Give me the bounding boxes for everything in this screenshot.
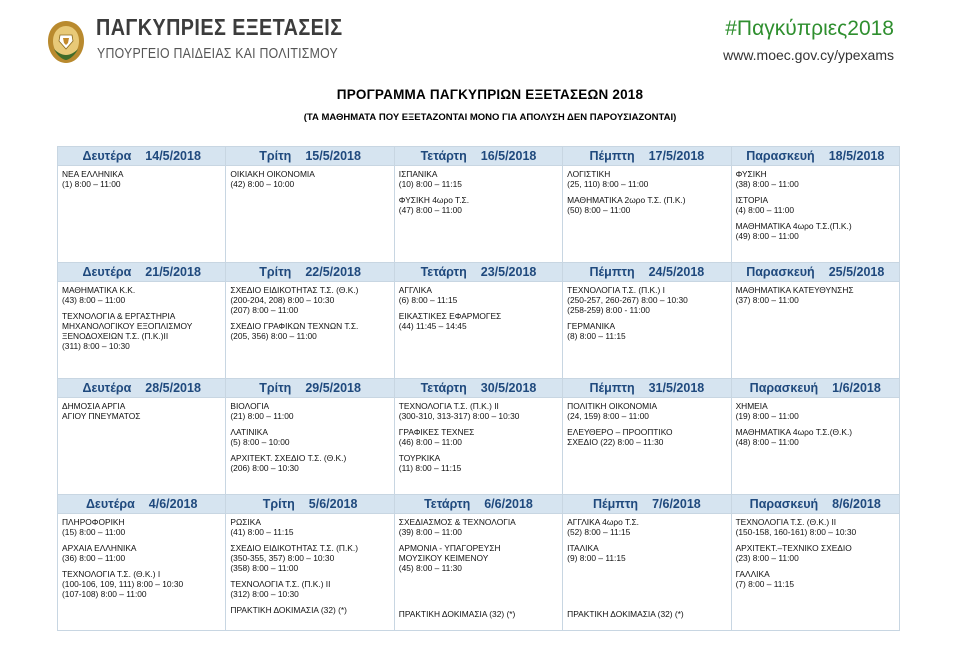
day-date: 30/5/2018 bbox=[480, 381, 537, 395]
exam-entry: ΜΑΘΗΜΑΤΙΚΑ Κ.Κ. (43) 8:00 – 11:00 bbox=[62, 285, 136, 305]
day-date: 6/6/2018 bbox=[484, 497, 533, 511]
organization-name: ΠΑΓΚΥΠΡΙΕΣ ΕΞΕΤΑΣΕΙΣ bbox=[96, 14, 343, 40]
day-header-cell bbox=[58, 147, 226, 166]
day-header-cell bbox=[563, 263, 731, 282]
day-name: Τρίτη bbox=[259, 381, 292, 395]
day-exams-cell bbox=[394, 398, 562, 495]
day-header-cell bbox=[731, 495, 899, 514]
day-date: 25/5/2018 bbox=[828, 265, 885, 279]
day-name: Τετάρτη bbox=[424, 497, 471, 511]
exam-entry: ΜΑΘΗΜΑΤΙΚΑ ΚΑΤΕΥΘΥΝΣΗΣ (37) 8:00 – 11:00 bbox=[735, 285, 854, 305]
week-header-row bbox=[58, 495, 900, 514]
day-exams-cell bbox=[394, 282, 562, 379]
exam-entry: ΤΟΥΡΚΙΚΑ (11) 8:00 – 11:15 bbox=[398, 453, 462, 473]
day-exams-cell bbox=[226, 514, 394, 631]
day-header-cell bbox=[394, 495, 562, 514]
cyprus-coat-of-arms-logo bbox=[46, 19, 86, 65]
day-name: Παρασκευή bbox=[746, 149, 815, 163]
day-date: 4/6/2018 bbox=[148, 497, 198, 511]
day-date: 15/5/2018 bbox=[305, 149, 361, 163]
day-name: Πέμπτη bbox=[589, 265, 635, 279]
day-name: Πέμπτη bbox=[592, 497, 639, 511]
exam-entry: ΑΓΓΛΙΚΑ (6) 8:00 – 11:15 bbox=[398, 285, 458, 305]
day-exams-cell bbox=[731, 514, 899, 631]
week-header-row bbox=[58, 263, 900, 282]
day-header-cell bbox=[394, 147, 562, 166]
day-date: 1/6/2018 bbox=[832, 381, 881, 395]
exam-schedule-table bbox=[57, 146, 900, 631]
exam-entry: ΣΧΕΔΙΟ ΓΡΑΦΙΚΩΝ ΤΕΧΝΩΝ Τ.Σ. (205, 356) 8:00 – 11:00 bbox=[230, 321, 359, 341]
page-subtitle: (ΤΑ ΜΑΘΗΜΑΤΑ ΠΟΥ ΕΞΕΤΑΖΟΝΤΑΙ ΜΟΝΟ ΓΙΑ ΑΠΟΛΥΣΗ ΔΕΝ ΠΑΡΟΥΣΙΑΖΟΝΤΑΙ) bbox=[303, 112, 677, 123]
exam-entry: ΠΛΗΡΟΦΟΡΙΚΗ (15) 8:00 – 11:00 bbox=[62, 517, 126, 537]
exam-entry: ΓΑΛΛΙΚΑ (7) 8:00 – 11:15 bbox=[735, 569, 795, 589]
day-exams-cell bbox=[58, 282, 226, 379]
day-date: 14/5/2018 bbox=[145, 149, 201, 163]
exam-entry: ΡΩΣΙΚΑ (41) 8:00 – 11:15 bbox=[230, 517, 294, 537]
day-name: Δευτέρα bbox=[82, 381, 132, 395]
exam-entry: ΤΕΧΝΟΛΟΓΙΑ Τ.Σ. (Π.Κ.) ΙΙ (300-310, 313-317) 8:00 – 10:30 bbox=[398, 401, 520, 421]
exam-entry: ΟΙΚΙΑΚΗ ΟΙΚΟΝΟΜΙΑ (42) 8:00 – 10:00 bbox=[230, 169, 315, 189]
page-title: ΠΡΟΓΡΑΜΜΑ ΠΑΓΚΥΠΡΙΩΝ ΕΞΕΤΑΣΕΩΝ 2018 bbox=[336, 87, 644, 102]
day-name: Παρασκευή bbox=[749, 381, 819, 395]
day-exams-cell bbox=[731, 398, 899, 495]
exam-entry: ΠΡΑΚΤΙΚΗ ΔΟΚΙΜΑΣΙΑ (32) (*) bbox=[567, 609, 684, 619]
exam-entry: ΕΛΕΥΘΕΡΟ – ΠΡΟΟΠΤΙΚΟ ΣΧΕΔΙΟ (22) 8:00 – 11:30 bbox=[567, 427, 673, 447]
day-header-cell bbox=[58, 379, 226, 398]
exam-entry: ΦΥΣΙΚΗ (38) 8:00 – 11:00 bbox=[735, 169, 799, 189]
exam-entry: ΣΧΕΔΙΟ ΕΙΔΙΚΟΤΗΤΑΣ Τ.Σ. (Θ.Κ.) (200-204, 208) 8:00 – 10:30 (207) 8:00 – 11:00 bbox=[230, 285, 359, 315]
day-exams-cell bbox=[731, 166, 899, 263]
exam-entry: ΑΓΓΛΙΚΑ 4ωρο Τ.Σ. (52) 8:00 – 11:15 bbox=[567, 517, 639, 537]
day-date: 22/5/2018 bbox=[305, 265, 361, 279]
day-header-cell bbox=[226, 495, 394, 514]
hashtag: #Παγκύπριες2018 bbox=[725, 17, 894, 40]
ministry-name: ΥΠΟΥΡΓΕΙΟ ΠΑΙΔΕΙΑΣ ΚΑΙ ΠΟΛΙΤΙΣΜΟΥ bbox=[97, 45, 338, 62]
day-exams-cell bbox=[563, 282, 731, 379]
day-name: Τετάρτη bbox=[420, 149, 467, 163]
exam-entry: ΠΡΑΚΤΙΚΗ ΔΟΚΙΜΑΣΙΑ (32) (*) bbox=[230, 605, 347, 615]
day-header-cell bbox=[563, 495, 731, 514]
day-header-cell bbox=[226, 379, 394, 398]
day-date: 16/5/2018 bbox=[480, 149, 537, 163]
week-body-row bbox=[58, 282, 900, 379]
day-date: 24/5/2018 bbox=[648, 265, 705, 279]
exam-entry: ΧΗΜΕΙΑ (19) 8:00 – 11:00 bbox=[735, 401, 799, 421]
day-exams-cell bbox=[58, 398, 226, 495]
day-name: Δευτέρα bbox=[85, 497, 135, 511]
day-date: 29/5/2018 bbox=[305, 381, 361, 395]
exam-entry: ΜΑΘΗΜΑΤΙΚΑ 4ωρο Τ.Σ.(Π.Κ.) (49) 8:00 – 11:00 bbox=[735, 221, 852, 241]
exam-entry: ΜΑΘΗΜΑΤΙΚΑ 2ωρο Τ.Σ. (Π.Κ.) (50) 8:00 – 11:00 bbox=[567, 195, 686, 215]
day-exams-cell bbox=[226, 166, 394, 263]
day-date: 7/6/2018 bbox=[652, 497, 701, 511]
day-exams-cell bbox=[58, 166, 226, 263]
day-exams-cell bbox=[563, 166, 731, 263]
day-name: Τρίτη bbox=[259, 149, 292, 163]
week-body-row bbox=[58, 514, 900, 631]
exam-entry: ΙΤΑΛΙΚΑ (9) 8:00 – 11:15 bbox=[567, 543, 626, 563]
day-date: 5/6/2018 bbox=[308, 497, 358, 511]
day-name: Δευτέρα bbox=[82, 265, 132, 279]
day-header-cell bbox=[58, 495, 226, 514]
page-header bbox=[0, 0, 980, 80]
day-header-cell bbox=[731, 147, 899, 166]
day-name: Πέμπτη bbox=[589, 381, 635, 395]
exam-entry: ΔΗΜΟΣΙΑ ΑΡΓΙΑ ΑΓΙΟΥ ΠΝΕΥΜΑΤΟΣ bbox=[62, 401, 141, 421]
day-header-cell bbox=[563, 379, 731, 398]
day-date: 18/5/2018 bbox=[828, 149, 885, 163]
day-header-cell bbox=[563, 147, 731, 166]
exam-entry: ΠΟΛΙΤΙΚΗ ΟΙΚΟΝΟΜΙΑ (24, 159) 8:00 – 11:00 bbox=[567, 401, 658, 421]
exam-entry: ΤΕΧΝΟΛΟΓΙΑ Τ.Σ. (Θ.Κ.) Ι (100-106, 109, 111) 8:00 – 10:30 (107-108) 8:00 – 11:00 bbox=[62, 569, 184, 599]
day-date: 8/6/2018 bbox=[832, 497, 881, 511]
day-exams-cell bbox=[394, 166, 562, 263]
day-exams-cell bbox=[58, 514, 226, 631]
exam-entry: ΑΡΧΙΤΕΚΤ. ΣΧΕΔΙΟ Τ.Σ. (Θ.Κ.) (206) 8:00 – 10:30 bbox=[230, 453, 347, 473]
day-date: 31/5/2018 bbox=[648, 381, 705, 395]
exam-entry: ΝΕΑ ΕΛΛΗΝΙΚΑ (1) 8:00 – 11:00 bbox=[62, 169, 124, 189]
day-name: Τρίτη bbox=[259, 265, 292, 279]
day-date: 28/5/2018 bbox=[145, 381, 201, 395]
day-date: 17/5/2018 bbox=[648, 149, 705, 163]
day-date: 23/5/2018 bbox=[480, 265, 537, 279]
day-header-cell bbox=[226, 147, 394, 166]
day-name: Παρασκευή bbox=[749, 497, 819, 511]
exam-entry: ΛΑΤΙΝΙΚΑ (5) 8:00 – 10:00 bbox=[230, 427, 290, 447]
day-exams-cell bbox=[226, 282, 394, 379]
day-name: Πέμπτη bbox=[589, 149, 635, 163]
day-name: Δευτέρα bbox=[82, 149, 132, 163]
exam-entry: ΤΕΧΝΟΛΟΓΙΑ & ΕΡΓΑΣΤΗΡΙΑ ΜΗΧΑΝΟΛΟΓΙΚΟΥ ΕΞΟΠΛΙΣΜΟΥ ΞΕΝΟΔΟΧΕΙΩΝ Τ.Σ. (Π.Κ.)ΙΙ (311) 8:00 – 10:30 bbox=[62, 311, 193, 351]
day-exams-cell bbox=[394, 514, 562, 631]
day-name: Τρίτη bbox=[262, 497, 295, 511]
exam-entry: ΛΟΓΙΣΤΙΚΗ (25, 110) 8:00 – 11:00 bbox=[567, 169, 649, 189]
exam-entry: ΙΣΠΑΝΙΚΑ (10) 8:00 – 11:15 bbox=[398, 169, 462, 189]
exam-entry: ΤΕΧΝΟΛΟΓΙΑ Τ.Σ. (Π.Κ.) ΙΙ (312) 8:00 – 10:30 bbox=[230, 579, 331, 599]
exam-entry: ΑΡΜΟΝΙΑ - ΥΠΑΓΟΡΕΥΣΗ ΜΟΥΣΙΚΟΥ ΚΕΙΜΕΝΟΥ (45) 8:00 – 11:30 bbox=[398, 543, 501, 573]
week-body-row bbox=[58, 398, 900, 495]
day-name: Παρασκευή bbox=[746, 265, 815, 279]
exam-entry: ΦΥΣΙΚΗ 4ωρο Τ.Σ. (47) 8:00 – 11:00 bbox=[398, 195, 470, 215]
website-link[interactable]: www.moec.gov.cy/ypexams bbox=[723, 47, 894, 63]
exam-entry: ΓΕΡΜΑΝΙΚΑ (8) 8:00 – 11:15 bbox=[567, 321, 626, 341]
day-name: Τετάρτη bbox=[420, 381, 467, 395]
day-exams-cell bbox=[563, 398, 731, 495]
exam-entry: ΜΑΘΗΜΑΤΙΚΑ 4ωρο Τ.Σ.(Θ.Κ.) (48) 8:00 – 11:00 bbox=[735, 427, 853, 447]
day-exams-cell bbox=[731, 282, 899, 379]
exam-entry: ΣΧΕΔΙΟ ΕΙΔΙΚΟΤΗΤΑΣ Τ.Σ. (Π.Κ.) (350-355, 357) 8:00 – 10:30 (358) 8:00 – 11:00 bbox=[230, 543, 358, 573]
day-header-cell bbox=[226, 263, 394, 282]
exam-entry: ΣΧΕΔΙΑΣΜΟΣ & ΤΕΧΝΟΛΟΓΙΑ (39) 8:00 – 11:00 bbox=[398, 517, 516, 537]
exam-entry: ΤΕΧΝΟΛΟΓΙΑ Τ.Σ. (Π.Κ.) Ι (250-257, 260-267) 8:00 – 10:30 (258-259) 8:00 - 11:00 bbox=[567, 285, 688, 315]
exam-entry: ΑΡΧΑΙΑ ΕΛΛΗΝΙΚΑ (36) 8:00 – 11:00 bbox=[62, 543, 137, 563]
day-header-cell bbox=[731, 263, 899, 282]
week-body-row bbox=[58, 166, 900, 263]
exam-entry: ΒΙΟΛΟΓΙΑ (21) 8:00 – 11:00 bbox=[230, 401, 294, 421]
day-header-cell bbox=[394, 263, 562, 282]
day-exams-cell bbox=[563, 514, 731, 631]
day-header-cell bbox=[58, 263, 226, 282]
exam-entry: ΕΙΚΑΣΤΙΚΕΣ ΕΦΑΡΜΟΓΕΣ (44) 11:45 – 14:45 bbox=[398, 311, 502, 331]
day-exams-cell bbox=[226, 398, 394, 495]
exam-entry: ΑΡΧΙΤΕΚΤ.–ΤΕΧΝΙΚΟ ΣΧΕΔΙΟ (23) 8:00 – 11:00 bbox=[735, 543, 852, 563]
week-header-row bbox=[58, 379, 900, 398]
week-header-row bbox=[58, 147, 900, 166]
exam-entry: ΓΡΑΦΙΚΕΣ ΤΕΧΝΕΣ (46) 8:00 – 11:00 bbox=[398, 427, 475, 447]
day-header-cell bbox=[394, 379, 562, 398]
day-header-cell bbox=[731, 379, 899, 398]
exam-entry: ΠΡΑΚΤΙΚΗ ΔΟΚΙΜΑΣΙΑ (32) (*) bbox=[398, 609, 516, 619]
day-name: Τετάρτη bbox=[420, 265, 467, 279]
exam-entry: ΤΕΧΝΟΛΟΓΙΑ Τ.Σ. (Θ.Κ.) ΙΙ (150-158, 160-161) 8:00 – 10:30 bbox=[735, 517, 857, 537]
day-date: 21/5/2018 bbox=[145, 265, 201, 279]
exam-entry: ΙΣΤΟΡΙΑ (4) 8:00 – 11:00 bbox=[735, 195, 795, 215]
